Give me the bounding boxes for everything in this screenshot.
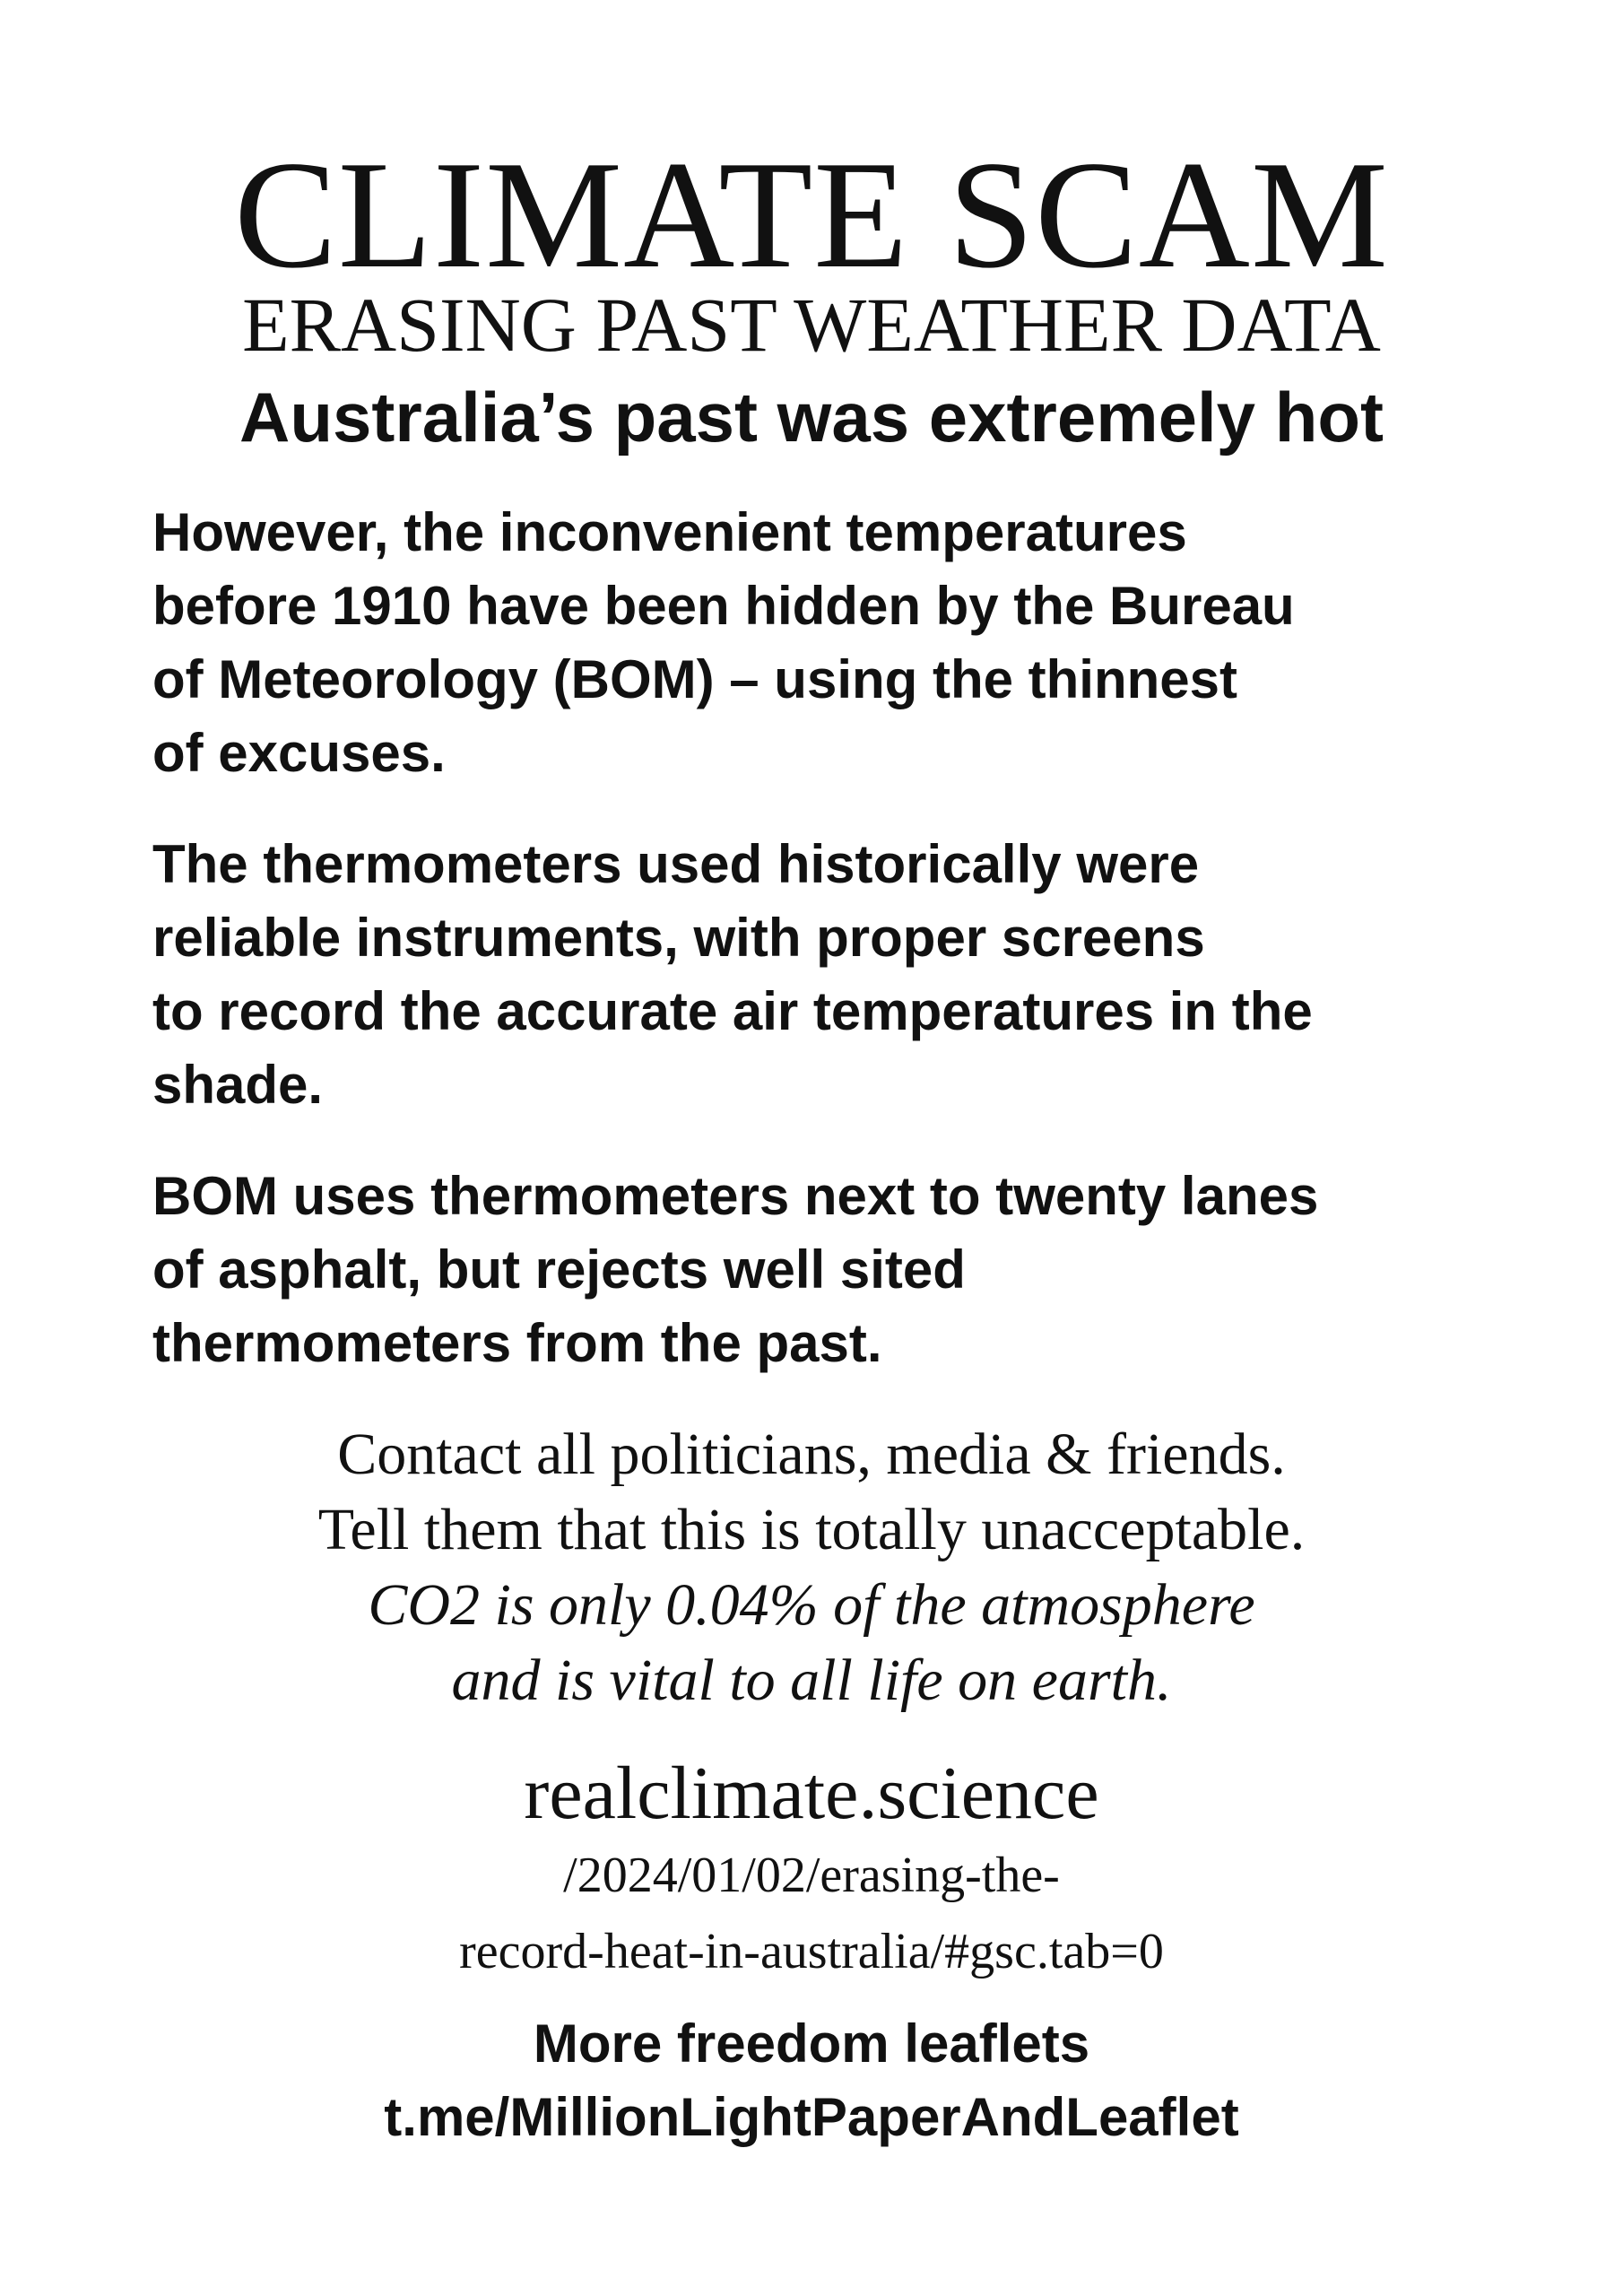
paragraph-asphalt-thermometers xyxy=(152,1160,1318,1380)
paragraph-line: reliable instruments, with proper screens xyxy=(152,908,1205,968)
leaflet-title: CLIMATE SCAM xyxy=(234,130,1389,300)
paragraph-line: BOM uses thermometers next to twenty lanes xyxy=(152,1166,1319,1226)
co2-note-line: and is vital to all life on earth. xyxy=(451,1648,1172,1713)
co2-note-line: CO2 is only 0.04% of the atmosphere xyxy=(368,1572,1255,1638)
paragraph-line: of asphalt, but rejects well sited xyxy=(152,1239,966,1300)
paragraph-line: However, the inconvenient temperatures xyxy=(152,502,1187,562)
call-to-action-line: Contact all politicians, media & friends. xyxy=(337,1422,1286,1487)
source-domain: realclimate.science xyxy=(524,1752,1099,1835)
leaflet-subtitle: ERASING PAST WEATHER DATA xyxy=(242,282,1381,368)
paragraph-line: before 1910 have been hidden by the Bureau xyxy=(152,576,1295,636)
paragraph-line: of excuses. xyxy=(152,723,446,783)
paragraph-line: of Meteorology (BOM) – using the thinnest xyxy=(152,649,1237,709)
paragraph-bom-hidden-data xyxy=(152,496,1295,790)
leaflet-headline: Australia’s past was extremely hot xyxy=(239,378,1384,457)
paragraph-line: The thermometers used historically were xyxy=(152,834,1200,894)
source-path-line: record-heat-in-australia/#gsc.tab=0 xyxy=(459,1924,1164,1979)
call-to-action-line: Tell them that this is totally unacceptable. xyxy=(317,1497,1306,1562)
paragraph-line: to record the accurate air temperatures in the xyxy=(152,981,1313,1041)
paragraph-line: thermometers from the past. xyxy=(152,1313,882,1373)
more-leaflets-link: t.me/MillionLightPaperAndLeaflet xyxy=(384,2087,1239,2147)
more-leaflets-label: More freedom leaflets xyxy=(533,2013,1090,2074)
source-path-line: /2024/01/02/erasing-the- xyxy=(563,1848,1060,1903)
paragraph-line: shade. xyxy=(152,1055,324,1115)
paragraph-historic-thermometers xyxy=(152,828,1313,1122)
